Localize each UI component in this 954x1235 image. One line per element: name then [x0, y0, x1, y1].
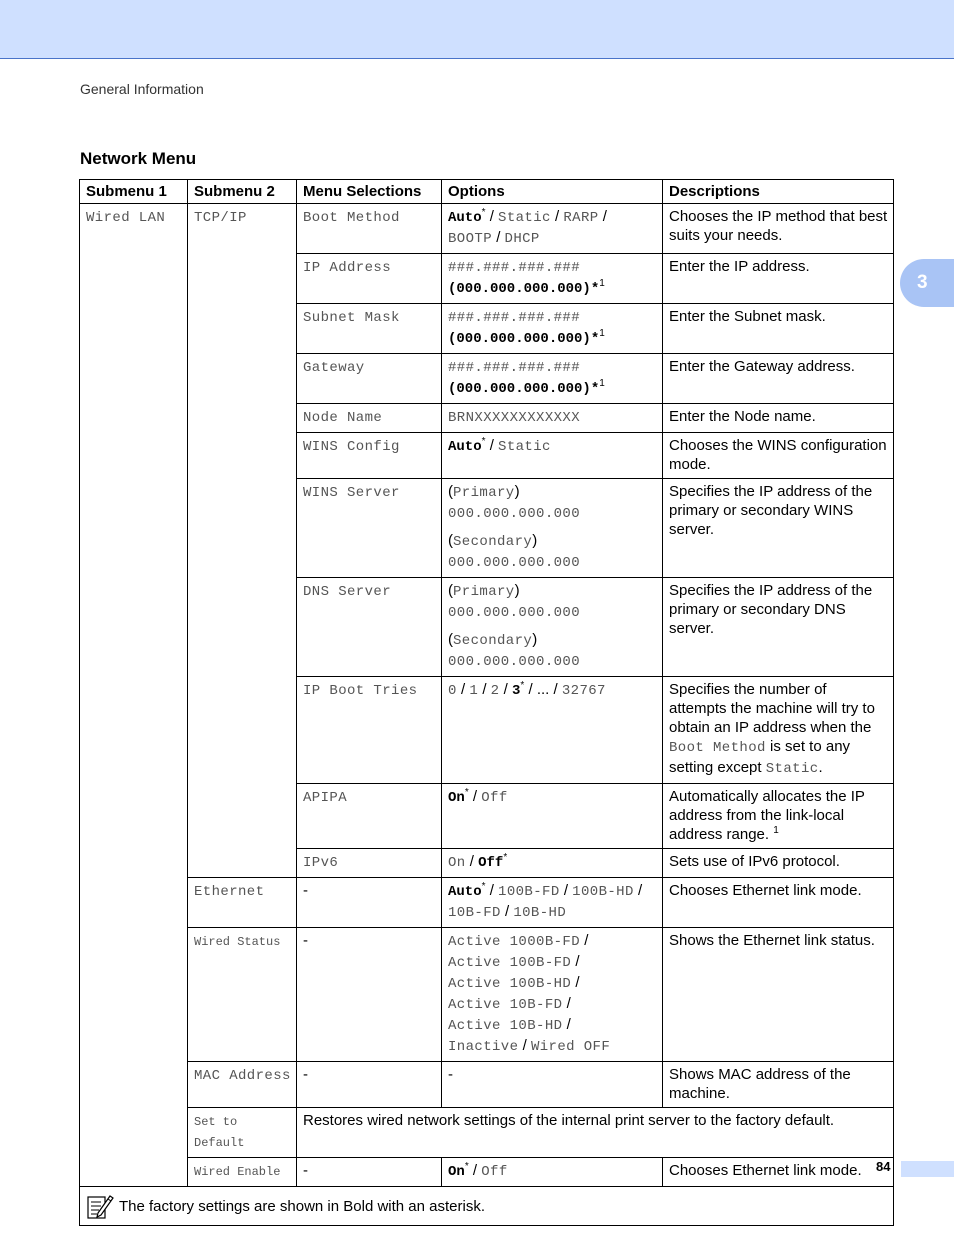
options-ipv6: On / Off* — [442, 849, 663, 878]
table-header-row — [80, 180, 894, 204]
desc-set-to-default: Restores wired network settings of the internal print server to the factory default. — [297, 1108, 894, 1158]
selection-node-name: Node Name — [303, 410, 383, 426]
options-wins-config: Auto* / Static — [442, 433, 663, 479]
selection-wins-config: WINS Config — [303, 439, 400, 455]
header-submenu2: Submenu 2 — [188, 180, 297, 204]
note-pencil-icon — [86, 1192, 114, 1220]
submenu2-cell-tcpip — [188, 204, 297, 878]
header-descriptions: Descriptions — [663, 180, 894, 204]
options-wired-status: Active 1000B-FD / Active 100B-FD / Active 100B-HD / Active 10B-FD / Active 10B-HD / Inactive / Wired OFF — [442, 928, 663, 1062]
desc-wired-enable: Chooses Ethernet link mode. — [663, 1158, 894, 1187]
desc-ip-boot-tries: Specifies the number of attempts the machine will try to obtain an IP address when the Boot Method is set to any setting except Static. — [663, 677, 894, 784]
chapter-tab[interactable] — [900, 259, 954, 307]
desc-apipa: Automatically allocates the IP address from the link-local address range. $^1$ — [663, 784, 894, 849]
selection-wired-status: - — [297, 928, 442, 1062]
table-row — [80, 204, 894, 254]
desc-ip-address: Enter the IP address. — [663, 254, 894, 304]
selection-wired-enable: - — [297, 1158, 442, 1187]
submenu2-wired-enable: Wired Enable — [194, 1165, 281, 1179]
options-mac-address: - — [442, 1062, 663, 1108]
options-dns-server: (Primary) 000.000.000.000 (Secondary) 000.000.000.000 — [442, 578, 663, 677]
chapter-number: 3 — [917, 272, 928, 293]
options-ip-boot-tries: 0 / 1 / 2 / 3* / ... / 32767 — [442, 677, 663, 784]
desc-boot-method: Chooses the IP method that best suits your needs. — [663, 204, 894, 254]
selection-mac-address: - — [297, 1062, 442, 1108]
selection-ip-boot-tries: IP Boot Tries — [303, 683, 418, 699]
table-row — [80, 928, 894, 1062]
options-gateway: ###.###.###.### (000.000.000.000)*$^1$ — [442, 354, 663, 404]
desc-subnet-mask: Enter the Subnet mask. — [663, 304, 894, 354]
network-menu-table — [79, 179, 894, 1226]
desc-mac-address: Shows MAC address of the machine. — [663, 1062, 894, 1108]
options-apipa: On* / Off — [442, 784, 663, 849]
options-node-name: BRNXXXXXXXXXXXX — [448, 410, 581, 426]
desc-ipv6: Sets use of IPv6 protocol. — [663, 849, 894, 878]
submenu2-wired-status: Wired Status — [194, 935, 281, 949]
page-number: 84 — [876, 1159, 891, 1174]
selection-dns-server: DNS Server — [303, 584, 392, 600]
options-ip-address: ###.###.###.### (000.000.000.000)*$^1$ — [442, 254, 663, 304]
submenu2-tcpip: TCP/IP — [194, 210, 247, 226]
note-cell — [80, 1187, 894, 1226]
submenu1-cell — [80, 204, 188, 1187]
page-number-bar — [901, 1161, 954, 1177]
selection-ipv6: IPv6 — [303, 855, 339, 871]
note-text: The factory settings are shown in Bold with an asterisk. — [119, 1197, 486, 1215]
options-subnet-mask: ###.###.###.### (000.000.000.000)*$^1$ — [442, 304, 663, 354]
desc-wins-config: Chooses the WINS configuration mode. — [663, 433, 894, 479]
table-row — [80, 1158, 894, 1187]
header-options: Options — [442, 180, 663, 204]
breadcrumb: General Information — [80, 81, 204, 97]
selection-boot-method: Boot Method — [303, 210, 400, 226]
selection-apipa: APIPA — [303, 790, 348, 806]
desc-wired-status: Shows the Ethernet link status. — [663, 928, 894, 1062]
selection-subnet-mask: Subnet Mask — [303, 310, 400, 326]
note-row — [80, 1187, 894, 1226]
header-menu-selections: Menu Selections — [297, 180, 442, 204]
desc-ethernet: Chooses Ethernet link mode. — [663, 878, 894, 928]
options-boot-method: Auto* / Static / RARP / BOOTP / DHCP — [442, 204, 663, 254]
page-title: Network Menu — [80, 149, 197, 168]
table-row — [80, 878, 894, 928]
submenu1-wired-lan: Wired LAN — [86, 210, 166, 226]
table-row — [80, 1062, 894, 1108]
table-row — [80, 1108, 894, 1158]
desc-dns-server: Specifies the IP address of the primary or secondary DNS server. — [663, 578, 894, 677]
options-wired-enable: On* / Off — [442, 1158, 663, 1187]
submenu2-set-to-default: Set to Default — [194, 1115, 245, 1150]
options-wins-server: (Primary) 000.000.000.000 (Secondary) 000.000.000.000 — [442, 479, 663, 578]
top-header-band — [0, 0, 954, 59]
selection-gateway: Gateway — [303, 360, 365, 376]
selection-wins-server: WINS Server — [303, 485, 400, 501]
header-submenu1: Submenu 1 — [80, 180, 188, 204]
desc-wins-server: Specifies the IP address of the primary or secondary WINS server. — [663, 479, 894, 578]
selection-ethernet: - — [297, 878, 442, 928]
desc-gateway: Enter the Gateway address. — [663, 354, 894, 404]
selection-ip-address: IP Address — [303, 260, 392, 276]
desc-node-name: Enter the Node name. — [663, 404, 894, 433]
submenu2-ethernet: Ethernet — [194, 884, 265, 900]
options-ethernet: Auto* / 100B-FD / 100B-HD / 10B-FD / 10B-HD — [442, 878, 663, 928]
submenu2-mac-address: MAC Address — [194, 1068, 291, 1084]
